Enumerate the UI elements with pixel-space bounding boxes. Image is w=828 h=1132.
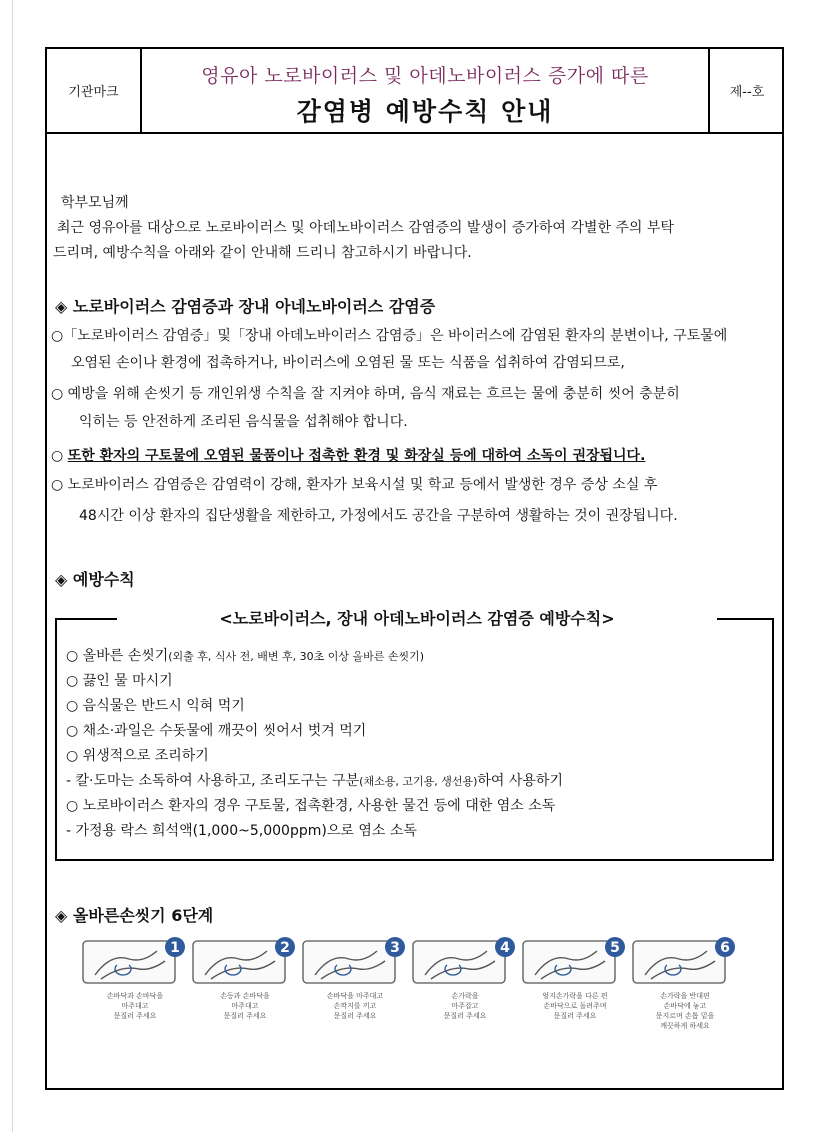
paragraph-2-line-1: ○ 예방을 위해 손씻기 등 개인위생 수칙을 잘 지켜야 하며, 음식 재료는 흐르는 물에 충분히 씻어 충분히 <box>51 386 680 402</box>
greeting: 학부모님께 <box>61 195 129 211</box>
section-heading-text: 예방수칙 <box>72 570 135 589</box>
notice-document <box>45 47 784 1090</box>
hand-wash-illustration-icon <box>301 935 409 987</box>
rule-handwashing <box>66 645 424 665</box>
hand-wash-illustration-icon <box>521 935 629 987</box>
section-heading-text: 올바른손씻기 6단계 <box>72 906 214 925</box>
rule-note: (채소용, 고기용, 생선용) <box>359 775 478 788</box>
rule-wash-produce: ○ 채소·과일은 수돗물에 깨끗이 씻어서 벗겨 먹기 <box>66 723 367 739</box>
step-caption <box>631 991 739 1031</box>
step-caption-line: 문질러 주세요 <box>443 1012 487 1020</box>
rule-text: - 칼·도마는 소독하여 사용하고, 조리도구는 구분 <box>66 773 360 789</box>
step-caption-line: 깨끗하게 하세요 <box>660 1022 710 1030</box>
step-caption-line: 문지르며 손톱 밑을 <box>655 1012 715 1020</box>
step-caption-line: 문질러 주세요 <box>553 1012 597 1020</box>
handwashing-steps <box>81 935 743 1045</box>
section-heading-prevention <box>55 567 135 590</box>
step-number: 4 <box>500 940 510 956</box>
intro-line-1: 최근 영유아를 대상으로 노로바이러스 및 아데노바이러스 감염증의 발생이 증가하여 각별한 주의 부탁 <box>57 220 674 236</box>
paragraph-2-line-2: 익히는 등 안전하게 조리된 음식물을 섭취해야 합니다. <box>79 414 408 430</box>
institution-mark-cell: 기관마크 <box>47 49 142 132</box>
handwashing-step-6 <box>631 935 739 1045</box>
hand-wash-illustration-icon <box>81 935 189 987</box>
step-caption-line: 손가락을 반대편 <box>660 992 710 1000</box>
step-caption <box>521 991 629 1021</box>
handwashing-step-4 <box>411 935 519 1045</box>
section-heading-handwashing <box>55 903 213 926</box>
handwashing-step-3 <box>301 935 409 1045</box>
section-heading-text: 노로바이러스 감염증과 장내 아네노바이러스 감염증 <box>72 297 436 316</box>
page-edge-rule <box>12 0 13 1132</box>
step-number: 5 <box>610 940 620 956</box>
document-title: 감염병 예방수칙 안내 <box>296 97 554 126</box>
paragraph-4-line-2: 48시간 이상 환자의 집단생활을 제한하고, 가정에서도 공간을 구분하여 생활하는 것이 권장됩니다. <box>79 508 678 524</box>
diamond-bullet-icon: ◈ <box>55 297 68 316</box>
step-number: 3 <box>390 940 400 956</box>
diamond-bullet-icon: ◈ <box>55 570 68 589</box>
rule-disinfect-utensils <box>66 770 563 790</box>
step-caption-line: 문질러 주세요 <box>223 1012 267 1020</box>
hand-wash-illustration-icon <box>631 935 739 987</box>
rule-chlorine-disinfection: ○ 노로바이러스 환자의 경우 구토물, 접촉환경, 사용한 물건 등에 대한 염소 소독 <box>66 798 556 814</box>
rule-cook-food: ○ 음식물은 반드시 익혀 먹기 <box>66 698 245 714</box>
paragraph-3-emphasis <box>51 445 645 465</box>
document-header <box>47 49 782 134</box>
step-caption-line: 엄지손가락을 다른 편 <box>542 992 608 1000</box>
handwashing-step-2 <box>191 935 299 1045</box>
rule-note: (외출 후, 식사 전, 배변 후, 30초 이상 올바른 손씻기) <box>168 650 425 663</box>
step-caption-line: 마주대고 <box>231 1002 259 1010</box>
step-caption <box>411 991 519 1021</box>
step-caption-line: 문질러 주세요 <box>113 1012 157 1020</box>
step-number: 1 <box>170 940 180 956</box>
handwashing-step-5 <box>521 935 629 1045</box>
rule-hygienic-cooking: ○ 위생적으로 조리하기 <box>66 748 209 764</box>
paragraph-1-line-1: ○「노로바이러스 감염증」및「장내 아데노바이러스 감염증」은 바이러스에 감염된 환자의 분변이나, 구토물에 <box>51 328 728 344</box>
step-caption <box>191 991 299 1021</box>
paragraph-4-line-1: ○ 노로바이러스 감염증은 감염력이 강해, 환자가 보육시설 및 학교 등에서 발생한 경우 증상 소실 후 <box>51 477 658 493</box>
hand-wash-illustration-icon <box>191 935 299 987</box>
step-caption-line: 손바닥을 마주대고 <box>326 992 384 1000</box>
document-number-cell: 제--호 <box>708 49 784 132</box>
title-cell <box>142 49 708 132</box>
step-number: 2 <box>280 940 290 956</box>
circle-bullet: ○ <box>51 448 64 464</box>
prevention-rules-box <box>55 609 774 861</box>
document-subtitle: 영유아 노로바이러스 및 아데노바이러스 증가에 따른 <box>201 65 649 87</box>
rules-box-title: <노로바이러스, 장내 아데노바이러스 감염증 예방수칙> <box>117 606 717 629</box>
step-caption <box>301 991 409 1021</box>
diamond-bullet-icon: ◈ <box>55 906 68 925</box>
step-caption <box>81 991 189 1021</box>
step-caption-line: 마주잡고 <box>451 1002 479 1010</box>
step-caption-line: 손등과 손바닥을 <box>220 992 270 1000</box>
step-caption-line: 문질러 주세요 <box>333 1012 377 1020</box>
step-caption-line: 손가락을 <box>451 992 479 1000</box>
rule-text-end: 하여 사용하기 <box>477 773 563 789</box>
step-caption-line: 손깍지를 끼고 <box>333 1002 377 1010</box>
step-number: 6 <box>720 940 730 956</box>
step-caption-line: 손바닥으로 돌려주며 <box>543 1002 607 1010</box>
step-caption-line: 손바닥에 놓고 <box>663 1002 707 1010</box>
rule-boiled-water: ○ 끓인 물 마시기 <box>66 673 173 689</box>
disinfection-recommendation: 또한 환자의 구토물에 오염된 물품이나 접촉한 환경 및 화장실 등에 대하여 소독이 권장됩니다. <box>67 448 646 464</box>
rule-bleach-dilution: - 가정용 락스 희석액(1,000~5,000ppm)으로 염소 소독 <box>66 823 417 839</box>
intro-line-2: 드리며, 예방수칙을 아래와 같이 안내해 드리니 참고하시기 바랍니다. <box>53 245 472 261</box>
hand-wash-illustration-icon <box>411 935 519 987</box>
step-caption-line: 마주대고 <box>121 1002 149 1010</box>
handwashing-step-1 <box>81 935 189 1045</box>
section-heading-norovirus <box>55 294 435 317</box>
rule-text: ○ 올바른 손씻기 <box>66 648 169 664</box>
paragraph-1-line-2: 오염된 손이나 환경에 접촉하거나, 바이러스에 오염된 물 또는 식품을 섭취하여 감염되므로, <box>71 355 625 371</box>
step-caption-line: 손바닥과 손바닥을 <box>106 992 164 1000</box>
